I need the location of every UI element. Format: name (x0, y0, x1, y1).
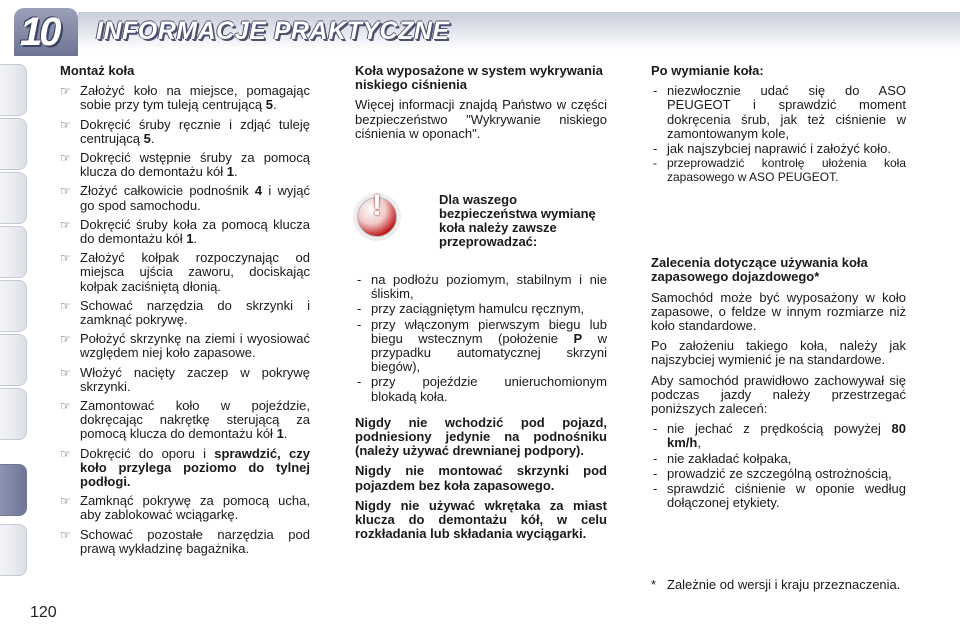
list-item: ☞ Włożyć nacięty zaczep w pokrywę skrzynki. (60, 364, 310, 394)
side-tab[interactable] (0, 280, 27, 332)
spare-wheel-p3: Aby samochód prawidłowo zachowywał się podczas jazdy należy przestrzegać poniższych zaleceń: (651, 372, 906, 417)
pointing-hand-icon: ☞ (60, 251, 71, 266)
list-item: ☞ Złożyć całkowicie podnośnik 4 i wyjąć go spod samochodu. (60, 183, 311, 213)
pointing-hand-icon: ☞ (60, 494, 71, 509)
rule-no-under-vehicle: Nigdy nie wchodzić pod pojazd, podniesiony jedynie na podnośniku (należy używać drewnianej podpory). (355, 414, 607, 459)
low-pressure-intro: Więcej informacji znajdą Państwo w części bezpieczeństwo "Wykrywanie niskiego ciśnienia w oponach". (355, 97, 607, 141)
list-item: - niezwłocznie udać się do ASO PEUGEOT i sprawdzić moment dokręcenia śrub, jak też ciśnienie w zamontowanym kole, (651, 84, 906, 141)
footnote-text: Zależnie od wersji i kraju przeznaczenia. (667, 577, 901, 592)
list-item: ☞ Dokręcić śruby ręcznie i zdjąć tuleję centrującą 5. (60, 116, 310, 146)
page-title: INFORMACJE PRAKTYCZNE (96, 17, 450, 45)
list-item: - sprawdzić ciśnienie w oponie według dołączonej etykiety. (651, 482, 906, 510)
spare-wheel-list (651, 422, 906, 510)
rule-no-box-without-wheel: Nigdy nie montować skrzynki pod pojazdem bez koła zapasowego. (355, 463, 607, 493)
warning-exclamation-icon (357, 197, 397, 237)
list-item: - nie zakładać kołpaka, (651, 452, 906, 466)
rule-no-screwdriver: Nigdy nie używać wkrętaka za miast klucza do demontażu kół, w celu rozkładania lub składania wyciągarki. (355, 497, 607, 542)
pointing-hand-icon: ☞ (60, 527, 71, 542)
pointing-hand-icon: ☞ (60, 84, 71, 99)
mounting-steps (60, 84, 310, 556)
chapter-number: 10 (20, 10, 59, 54)
after-change-heading: Po wymianie koła: (651, 63, 764, 78)
pointing-hand-icon: ☞ (60, 399, 71, 414)
chapter-header (0, 0, 960, 56)
pointing-hand-icon: ☞ (60, 184, 71, 199)
spare-wheel-p2: Po założeniu takiego koła, należy jak najszybciej wymienić je na standardowe. (651, 338, 906, 368)
wheel-change-conditions (355, 273, 607, 404)
warning-text: Dla waszego bezpieczeństwa wymianę koła należy zawsze przeprowadzać: (439, 192, 596, 250)
side-tab-active[interactable] (0, 464, 27, 516)
list-item: - na podłożu poziomym, stabilnym i nie śliskim, (355, 273, 607, 301)
list-item: ☞ Położyć skrzynkę na ziemi i wyosiować względem niej koło zapasowe. (60, 331, 310, 361)
side-tab[interactable] (0, 172, 27, 224)
list-item: ☞ Schować pozostałe narzędzia pod prawą wykładzinę bagażnika. (60, 526, 310, 556)
side-tab[interactable] (0, 388, 27, 440)
pointing-hand-icon: ☞ (60, 217, 71, 232)
after-change-list (651, 84, 906, 184)
page-number: 120 (30, 604, 57, 621)
list-item: - przy zaciągniętym hamulcu ręcznym, (355, 302, 607, 316)
list-item: ☞ Dokręcić wstępnie śruby za pomocą klucza do demontażu kół 1. (60, 150, 310, 180)
list-item: - nie jechać z prędkością powyżej 80 km/h, (651, 422, 906, 450)
spare-wheel-p1: Samochód może być wyposażony w koło zapasowe, o feldze w innym rozmiarze niż koło standardowe. (651, 289, 906, 334)
pointing-hand-icon: ☞ (60, 117, 71, 132)
low-pressure-heading: Koła wyposażone w system wykrywania niskiego ciśnienia (355, 63, 603, 93)
list-item: ☞ Zamknąć pokrywę za pomocą ucha, aby zablokować wciągarkę. (60, 493, 310, 523)
list-item: ☞ Schować narzędzia do skrzynki i zamknąć pokrywę. (60, 297, 310, 328)
column-after-change (651, 64, 906, 518)
pointing-hand-icon: ☞ (60, 151, 71, 166)
side-tab[interactable] (0, 118, 27, 170)
pointing-hand-icon: ☞ (60, 365, 71, 380)
side-chapter-tabs (0, 64, 30, 594)
list-item: - przeprowadzić kontrolę ułożenia koła zapasowego w ASO PEUGEOT. (651, 157, 906, 184)
list-item: - jak najszybciej naprawić i założyć koło. (651, 142, 906, 156)
list-item: ☞ Założyć koło na miejsce, pomagając sobie przy tym tuleją centrującą 5. (60, 83, 310, 113)
list-item: - przy pojeździe unieruchomionym blokadą koła. (355, 375, 607, 403)
column-wheel-mounting (60, 64, 310, 561)
side-tab[interactable] (0, 226, 27, 278)
pointing-hand-icon: ☞ (60, 446, 71, 461)
safety-warning (355, 193, 607, 263)
column-low-pressure (355, 64, 607, 547)
list-item: - prowadzić ze szczególną ostrożnością, (651, 467, 906, 481)
wheel-mounting-heading: Montaż koła (60, 63, 135, 78)
list-item: ☞ Dokręcić śruby koła za pomocą klucza do demontażu kół 1. (60, 216, 310, 247)
side-tab[interactable] (0, 334, 27, 386)
footnote-mark: * (651, 577, 657, 592)
side-tab[interactable] (0, 524, 27, 576)
footnote (651, 578, 906, 592)
list-item: ☞ Zamontować koło w pojeździe, dokręcając nakrętkę sterującą za pomocą klucza do demontażu kół 1. (60, 398, 310, 442)
list-item: - przy włączonym pierwszym biegu lub biegu wstecznym (położenie P w przypadku automatycznej skrzyni biegów), (355, 318, 607, 375)
spare-wheel-heading: Zalecenia dotyczące używania koła zapasowego dojazdowego* (651, 255, 868, 285)
pointing-hand-icon: ☞ (60, 332, 71, 347)
list-item: ☞ Założyć kołpak rozpoczynając od miejsca ujścia zaworu, dociskając kołpak zaciśniętą dłonią. (60, 250, 310, 294)
side-tab[interactable] (0, 64, 27, 116)
list-item: ☞ Dokręcić do oporu i sprawdzić, czy koło przylega poziomo do tylnej podłogi. (60, 445, 310, 490)
pointing-hand-icon: ☞ (60, 298, 71, 313)
